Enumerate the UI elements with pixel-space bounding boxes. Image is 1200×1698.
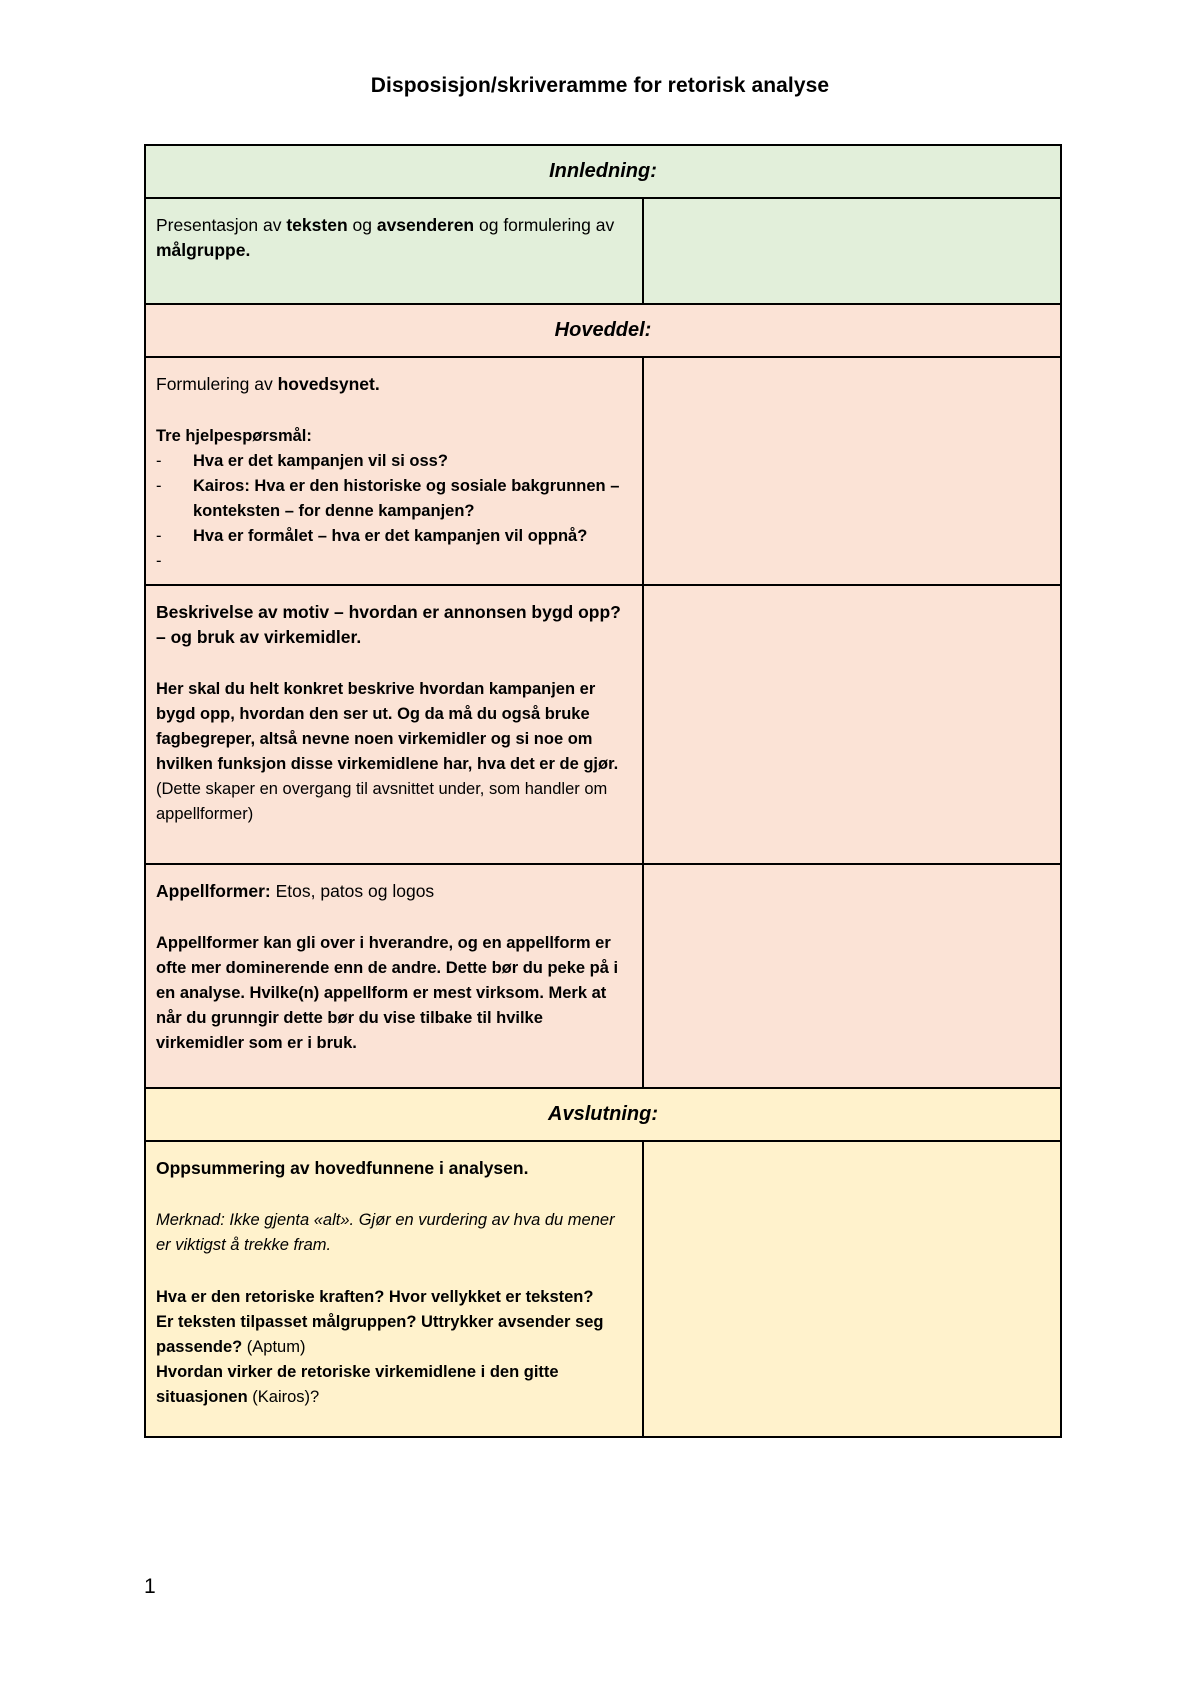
table-row-main-view — [146, 358, 1060, 586]
main-view-text: Formulering av — [156, 374, 278, 394]
list-item: - Kairos: Hva er den historiske og sosiale bakgrunnen – konteksten – for denne kampanjen? — [156, 474, 632, 524]
section-heading-main-label: Hoveddel: — [554, 319, 652, 341]
appeals-body: Appellformer kan gli over i hverandre, og en appellform er ofte mer dominerende enn de andre. Dette bør du peke på i en analyse. Hvilke(n) appellform er mest virksom. Merk at når du grunngir dette bør du vise tilbake til hvilke virkemidler som er i bruk. — [156, 934, 619, 1052]
end-cell — [146, 1142, 644, 1436]
end-question-2-rest: (Aptum) — [242, 1338, 306, 1356]
page-title: Disposisjon/skriveramme for retorisk analyse — [370, 74, 830, 97]
table-row-intro — [146, 199, 1060, 305]
appeals-title: Appellformer: — [156, 881, 271, 901]
end-question-3: Hvordan virker de retoriske virkemidlene i den gitte situasjonen — [156, 1363, 559, 1406]
intro-text: og — [347, 215, 377, 235]
list-item: - Hva er formålet – hva er det kampanjen vil oppnå? — [156, 524, 632, 549]
motif-body: Her skal du helt konkret beskrive hvordan kampanjen er bygd opp, hvordan den ser ut. Og da må du også bruke fagbegreper, altså nevne noen virkemidler og si noe om hvilken funksjon disse virkemidlene har, hva det er de gjør. — [156, 680, 619, 773]
section-heading-end — [146, 1089, 1060, 1142]
intro-answer-cell[interactable] — [644, 199, 1060, 303]
intro-text-bold: teksten — [286, 215, 348, 235]
end-title: Oppsummering av hovedfunnene i analysen. — [156, 1158, 529, 1178]
intro-text: og formulering av — [474, 215, 615, 235]
list-item — [156, 549, 632, 574]
end-answer-cell[interactable] — [644, 1142, 1060, 1436]
end-question-1: Hva er den retoriske kraften? Hvor vellykket er teksten? — [156, 1288, 594, 1306]
end-question-3-rest: (Kairos)? — [247, 1388, 320, 1406]
section-heading-intro — [146, 146, 1060, 199]
intro-text: Presentasjon av — [156, 215, 287, 235]
list-item: - Hva er det kampanjen vil si oss? — [156, 449, 632, 474]
end-note: Merknad: Ikke gjenta «alt». Gjør en vurdering av hva du mener er viktigst å trekke fram. — [156, 1211, 615, 1254]
table-row-motif — [146, 586, 1060, 865]
intro-text-bold: avsenderen — [376, 215, 475, 235]
appeals-answer-cell[interactable] — [644, 865, 1060, 1087]
section-heading-end-label: Avslutning: — [548, 1103, 658, 1125]
motif-title: Beskrivelse av motiv – hvordan er annonsen bygd opp? – og bruk av virkemidler. — [156, 602, 621, 647]
motif-body-rest: (Dette skaper en overgang til avsnittet under, som handler om appellformer) — [156, 780, 608, 823]
end-question-2: Er teksten tilpasset målgruppen? Uttrykker avsender seg passende? — [156, 1313, 604, 1356]
section-heading-intro-label: Innledning: — [549, 160, 657, 182]
help-questions-list — [156, 449, 632, 574]
appeals-title-rest: Etos, patos og logos — [270, 881, 435, 901]
main-view-cell — [146, 358, 644, 584]
help-questions-title: Tre hjelpespørsmål: — [156, 427, 312, 445]
motif-cell — [146, 586, 644, 863]
intro-description-cell — [146, 199, 644, 303]
table-row-end — [146, 1142, 1060, 1436]
motif-answer-cell[interactable] — [644, 586, 1060, 863]
table-row-appeals — [146, 865, 1060, 1089]
main-view-text-bold: hovedsynet. — [277, 374, 380, 394]
analysis-table — [144, 144, 1062, 1438]
section-heading-main — [146, 305, 1060, 358]
appeals-cell — [146, 865, 644, 1087]
page-number: 1 — [144, 1575, 156, 1598]
intro-text-bold: målgruppe. — [156, 240, 251, 260]
main-view-answer-cell[interactable] — [644, 358, 1060, 584]
